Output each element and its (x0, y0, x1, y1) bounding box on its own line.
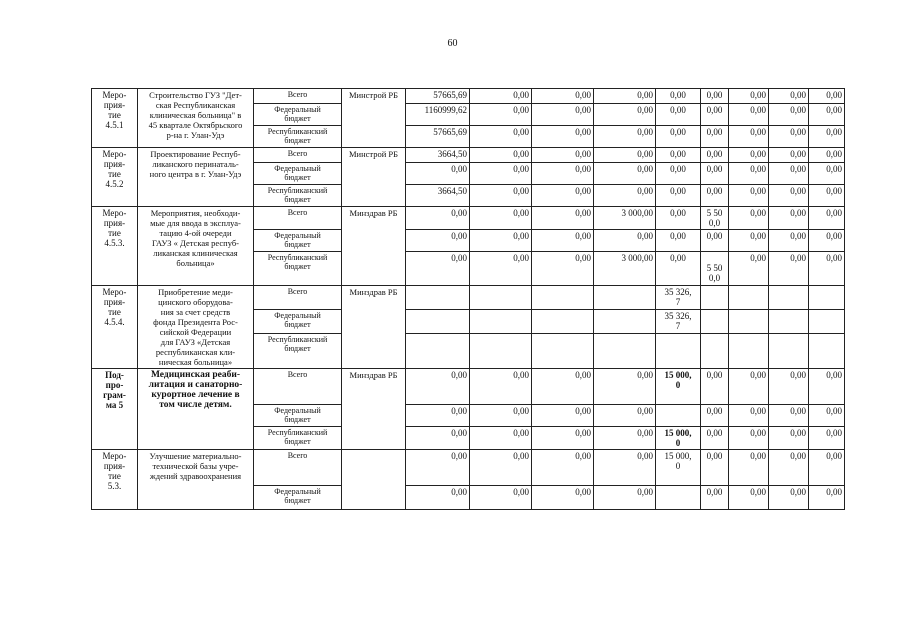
value-cell: 0,00 (470, 185, 532, 207)
value-cell (532, 333, 594, 368)
value-cell: 0,00 (470, 486, 532, 510)
value-cell: 0,00 (809, 207, 845, 230)
value-cell (406, 309, 470, 333)
value-cell: 0,00 (532, 230, 594, 252)
page-number: 60 (447, 38, 458, 49)
value-cell (470, 333, 532, 368)
value-cell: 0,00 (729, 427, 769, 450)
value-cell: 0,00 (406, 163, 470, 185)
value-cell: 0,00 (729, 486, 769, 510)
value-cell: 0,00 (656, 126, 701, 148)
value-cell: 0,00 (769, 163, 809, 185)
value-cell: 0,00 (769, 427, 809, 450)
value-cell (532, 309, 594, 333)
measure-name: Улучшение материально- технической базы учре- ждений здравоохранения (138, 450, 254, 510)
budget-table (91, 88, 845, 510)
executor: Минстрой РБ (342, 89, 406, 148)
value-cell: 0,00 (769, 207, 809, 230)
value-cell: 0,00 (701, 427, 729, 450)
value-cell: 0,00 (594, 427, 656, 450)
value-cell: 0,00 (532, 89, 594, 104)
value-cell: 0,00 (769, 405, 809, 427)
value-cell (729, 333, 769, 368)
value-cell (809, 333, 845, 368)
value-cell: 3664,50 (406, 148, 470, 163)
value-cell: 0,00 (656, 104, 701, 126)
value-cell (406, 333, 470, 368)
value-cell: 0,00 (594, 89, 656, 104)
funding-source: Всего (254, 369, 342, 405)
value-cell: 0,00 (729, 230, 769, 252)
value-cell: 0,00 (656, 148, 701, 163)
value-cell: 35 326, 7 (656, 309, 701, 333)
value-cell (769, 333, 809, 368)
executor: Минздрав РБ (342, 369, 406, 450)
value-cell: 0,00 (406, 405, 470, 427)
value-cell: 0,00 (470, 89, 532, 104)
value-cell: 0,00 (701, 185, 729, 207)
value-cell: 15 000, 0 (656, 369, 701, 405)
measure-name: Проектирование Респуб- ликанского перинаталь- ного центра в г. Улан-Удэ (138, 148, 254, 207)
value-cell: 0,00 (470, 104, 532, 126)
value-cell (729, 286, 769, 310)
value-cell: 0,00 (701, 450, 729, 486)
value-cell: 57665,69 (406, 89, 470, 104)
funding-source: Всего (254, 207, 342, 230)
value-cell: 0,00 (701, 486, 729, 510)
value-cell: 15 000, 0 (656, 427, 701, 450)
value-cell: 0,00 (809, 185, 845, 207)
value-cell: 0,00 (809, 427, 845, 450)
value-cell: 0,00 (769, 185, 809, 207)
value-cell: 0,00 (656, 207, 701, 230)
measure-name: Строительство ГУЗ "Дет- ская Республиканская клиническая больница" в 45 квартале Октябрьского р-на г. Улан-Удэ (138, 89, 254, 148)
value-cell (532, 286, 594, 310)
value-cell: 0,00 (729, 207, 769, 230)
value-cell (769, 286, 809, 310)
value-cell: 3 000,00 (594, 207, 656, 230)
value-cell (470, 309, 532, 333)
value-cell (656, 333, 701, 368)
value-cell: 0,00 (729, 405, 769, 427)
funding-source: Всего (254, 89, 342, 104)
value-cell: 0,00 (809, 126, 845, 148)
value-cell: 1160999,62 (406, 104, 470, 126)
value-cell (656, 486, 701, 510)
value-cell: 0,00 (809, 369, 845, 405)
value-cell: 15 000, 0 (656, 450, 701, 486)
funding-source: Федеральный бюджет (254, 405, 342, 427)
value-cell (594, 333, 656, 368)
value-cell (729, 309, 769, 333)
value-cell: 0,00 (729, 185, 769, 207)
value-cell: 0,00 (470, 405, 532, 427)
value-cell: 0,00 (470, 252, 532, 286)
funding-source: Всего (254, 148, 342, 163)
value-cell: 0,00 (809, 486, 845, 510)
value-cell: 0,00 (769, 230, 809, 252)
value-cell: 0,00 (532, 252, 594, 286)
value-cell: 0,00 (656, 89, 701, 104)
value-cell (594, 286, 656, 310)
measure-name: Мероприятия, необходи- мые для ввода в эксплуа- тацию 4-ой очереди ГАУЗ « Детская респуб- ликанская клиническая больница» (138, 207, 254, 286)
value-cell: 0,00 (769, 486, 809, 510)
table-row (92, 286, 845, 310)
value-cell: 0,00 (729, 89, 769, 104)
value-cell: 0,00 (532, 126, 594, 148)
value-cell: 0,00 (729, 163, 769, 185)
value-cell: 57665,69 (406, 126, 470, 148)
measure-name: Приобретение меди- цинского оборудова- ния за счет средств фонда Президента Рос- сийской Федерации для ГАУЗ «Детская республиканская кли- ническая больница» (138, 286, 254, 369)
value-cell: 0,00 (594, 450, 656, 486)
value-cell: 0,00 (729, 369, 769, 405)
executor: Минздрав РБ (342, 286, 406, 369)
funding-source: Федеральный бюджет (254, 486, 342, 510)
value-cell: 0,00 (656, 185, 701, 207)
table-row (92, 148, 845, 163)
value-cell: 0,00 (809, 163, 845, 185)
value-cell: 3 000,00 (594, 252, 656, 286)
value-cell: 0,00 (729, 450, 769, 486)
measure-code: Меро- прия- тие 4.5.2 (92, 148, 138, 207)
value-cell: 0,00 (532, 486, 594, 510)
value-cell: 0,00 (729, 148, 769, 163)
value-cell: 0,00 (532, 427, 594, 450)
value-cell: 0,00 (470, 450, 532, 486)
value-cell: 0,00 (656, 252, 701, 286)
value-cell: 0,00 (406, 450, 470, 486)
value-cell: 0,00 (406, 486, 470, 510)
value-cell: 0,00 (729, 252, 769, 286)
value-cell: 0,00 (769, 369, 809, 405)
value-cell (701, 333, 729, 368)
funding-source: Республиканский бюджет (254, 333, 342, 368)
value-cell: 0,00 (729, 126, 769, 148)
value-cell: 0,00 (809, 104, 845, 126)
value-cell: 0,00 (406, 252, 470, 286)
table-row (92, 369, 845, 405)
value-cell (470, 286, 532, 310)
value-cell: 0,00 (769, 89, 809, 104)
value-cell: 0,00 (594, 163, 656, 185)
funding-source: Федеральный бюджет (254, 163, 342, 185)
value-cell: 0,00 (656, 163, 701, 185)
value-cell (406, 286, 470, 310)
value-cell: 0,00 (470, 207, 532, 230)
value-cell: 0,00 (769, 104, 809, 126)
value-cell: 0,00 (769, 450, 809, 486)
value-cell: 0,00 (406, 207, 470, 230)
value-cell: 5 50 0,0 (701, 252, 729, 286)
funding-source: Республиканский бюджет (254, 427, 342, 450)
value-cell (809, 286, 845, 310)
funding-source: Республиканский бюджет (254, 252, 342, 286)
executor: Минстрой РБ (342, 148, 406, 207)
measure-code: Под- про- грам- ма 5 (92, 369, 138, 450)
table-row (92, 207, 845, 230)
value-cell (656, 405, 701, 427)
measure-code: Меро- прия- тие 4.5.3. (92, 207, 138, 286)
value-cell: 0,00 (532, 163, 594, 185)
executor (342, 450, 406, 510)
value-cell: 0,00 (594, 405, 656, 427)
value-cell: 0,00 (470, 427, 532, 450)
value-cell: 0,00 (532, 185, 594, 207)
funding-source: Федеральный бюджет (254, 230, 342, 252)
value-cell: 0,00 (594, 126, 656, 148)
value-cell: 0,00 (594, 369, 656, 405)
value-cell: 0,00 (809, 252, 845, 286)
value-cell: 0,00 (532, 450, 594, 486)
value-cell: 0,00 (809, 89, 845, 104)
funding-source: Федеральный бюджет (254, 309, 342, 333)
funding-source: Всего (254, 286, 342, 310)
value-cell: 5 50 0,0 (701, 207, 729, 230)
value-cell: 0,00 (809, 450, 845, 486)
value-cell: 0,00 (470, 148, 532, 163)
value-cell: 0,00 (656, 230, 701, 252)
executor: Минздрав РБ (342, 207, 406, 286)
value-cell: 0,00 (532, 148, 594, 163)
value-cell (701, 309, 729, 333)
measure-code: Меро- прия- тие 4.5.1 (92, 89, 138, 148)
value-cell: 0,00 (406, 369, 470, 405)
value-cell: 0,00 (809, 148, 845, 163)
funding-source: Республиканский бюджет (254, 126, 342, 148)
table-row (92, 450, 845, 486)
funding-source: Федеральный бюджет (254, 104, 342, 126)
measure-name: Медицинская реаби- литация и санаторно- курортное лечение в том числе детям. (138, 369, 254, 450)
value-cell: 3664,50 (406, 185, 470, 207)
funding-source: Республиканский бюджет (254, 185, 342, 207)
value-cell: 0,00 (470, 126, 532, 148)
value-cell: 0,00 (470, 163, 532, 185)
value-cell (594, 309, 656, 333)
value-cell: 0,00 (701, 148, 729, 163)
value-cell: 0,00 (532, 369, 594, 405)
measure-code: Меро- прия- тие 5.3. (92, 450, 138, 510)
value-cell: 35 326, 7 (656, 286, 701, 310)
value-cell (701, 286, 729, 310)
value-cell: 0,00 (701, 405, 729, 427)
value-cell: 0,00 (769, 252, 809, 286)
value-cell: 0,00 (594, 104, 656, 126)
value-cell: 0,00 (532, 405, 594, 427)
funding-source: Всего (254, 450, 342, 486)
table-row (92, 89, 845, 104)
value-cell (769, 309, 809, 333)
value-cell: 0,00 (809, 230, 845, 252)
value-cell: 0,00 (701, 230, 729, 252)
value-cell: 0,00 (701, 104, 729, 126)
value-cell: 0,00 (532, 207, 594, 230)
value-cell: 0,00 (406, 427, 470, 450)
value-cell: 0,00 (701, 126, 729, 148)
value-cell: 0,00 (769, 148, 809, 163)
value-cell: 0,00 (729, 104, 769, 126)
value-cell: 0,00 (594, 185, 656, 207)
value-cell (809, 309, 845, 333)
value-cell: 0,00 (470, 369, 532, 405)
value-cell: 0,00 (594, 486, 656, 510)
value-cell: 0,00 (701, 163, 729, 185)
value-cell: 0,00 (701, 369, 729, 405)
measure-code: Меро- прия- тие 4.5.4. (92, 286, 138, 369)
value-cell: 0,00 (470, 230, 532, 252)
value-cell: 0,00 (532, 104, 594, 126)
value-cell: 0,00 (594, 230, 656, 252)
value-cell: 0,00 (594, 148, 656, 163)
value-cell: 0,00 (406, 230, 470, 252)
value-cell: 0,00 (769, 126, 809, 148)
value-cell: 0,00 (701, 89, 729, 104)
value-cell: 0,00 (809, 405, 845, 427)
